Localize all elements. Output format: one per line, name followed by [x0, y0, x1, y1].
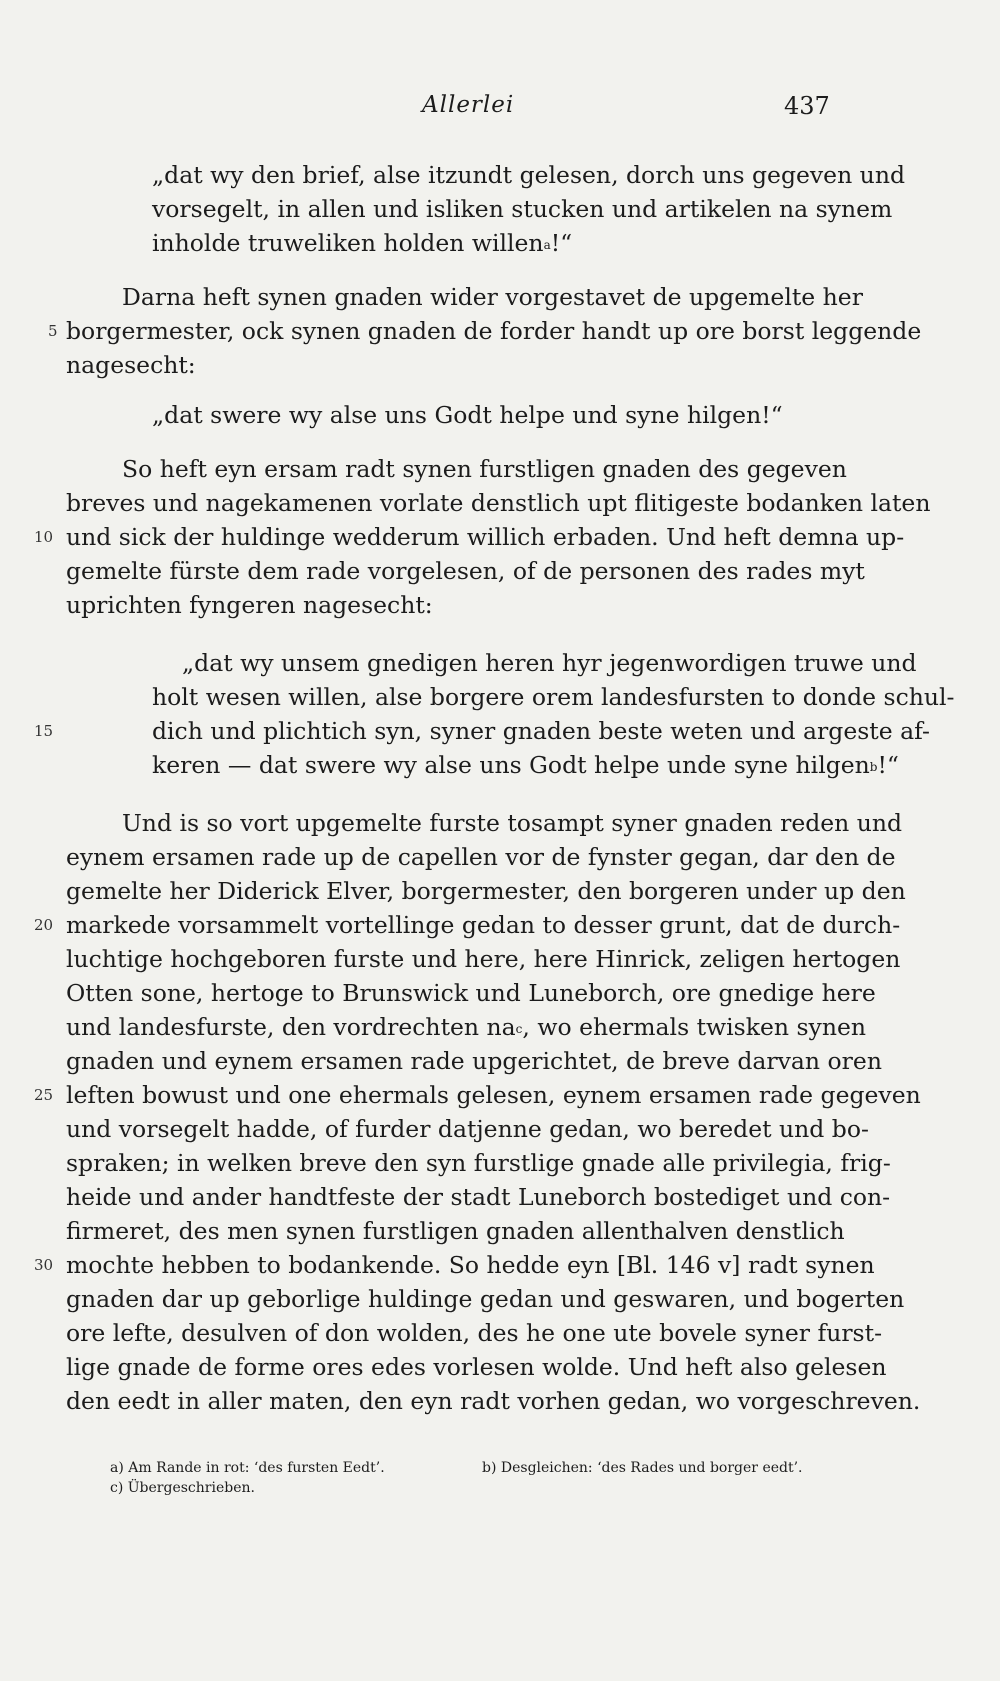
footnote-b: b) Desgleichen: ‘des Rades und borger eedt’.	[482, 1460, 803, 1476]
footnote-marker: b	[869, 760, 878, 774]
text-line: gemelte fürste dem rade vorgelesen, of de personen des rades myt	[66, 557, 865, 585]
text-line: ore lefte, desulven of don wolden, des he one ute bovele syner furst-	[66, 1319, 883, 1347]
line-number: 25	[34, 1086, 54, 1104]
text-line: mochte hebben to bodankende. So hedde eyn [Bl. 146 v] radt synen	[66, 1251, 875, 1279]
text-line: gemelte her Diderick Elver, borgermester, den borgeren under up den	[66, 877, 906, 905]
line-number: 15	[34, 722, 54, 740]
text-line: inholde truweliken holden willen$^a$!“	[152, 229, 573, 257]
text-line: nagesecht:	[66, 351, 196, 379]
text-line: und sick der huldinge wedderum willich erbaden. Und heft demna up-	[66, 523, 905, 551]
text-line: und landesfurste, den vordrechten $na^c$, wo ehermals twisken synen	[66, 1013, 867, 1041]
page-header	[0, 92, 1000, 132]
footnote-marker: a	[543, 238, 551, 252]
line-number: 30	[34, 1256, 54, 1274]
text-line: borgermester, ock synen gnaden de forder handt up ore borst leggende	[66, 317, 922, 345]
text-line: Darna heft synen gnaden wider vorgestavet de upgemelte her	[122, 283, 863, 311]
footnote-marker: c	[515, 1022, 523, 1036]
text-line: heide und ander handtfeste der stadt Luneborch bostediget und con-	[66, 1183, 891, 1211]
text-line: Und is so vort upgemelte furste tosampt syner gnaden reden und	[122, 809, 903, 837]
text-line: lige gnade de forme ores edes vorlesen wolde. Und heft also gelesen	[66, 1353, 887, 1381]
text-line: „dat swere wy alse uns Godt helpe und syne hilgen!“	[152, 401, 783, 429]
footnote-a: a) Am Rande in rot: ‘des fursten Eedt’.	[110, 1460, 385, 1476]
text-line: firmeret, des men synen furstligen gnaden allenthalven denstlich	[66, 1217, 845, 1245]
text-line: „dat wy unsem gnedigen heren hyr jegenwordigen truwe und	[182, 649, 917, 677]
text-line: und vorsegelt hadde, of furder datjenne gedan, wo beredet und bo-	[66, 1115, 869, 1143]
text-line: dich und plichtich syn, syner gnaden beste weten und argeste af-	[152, 717, 930, 745]
footnote-c: c) Übergeschrieben.	[110, 1480, 255, 1496]
text-line: gnaden und eynem ersamen rade upgerichtet, de breve darvan oren	[66, 1047, 882, 1075]
text-line: markede vorsammelt vortellinge gedan to desser grunt, dat de durch-	[66, 911, 901, 939]
page-number: 437	[784, 92, 830, 120]
text-line: gnaden dar up geborlige huldinge gedan und geswaren, und bogerten	[66, 1285, 905, 1313]
line-number: 10	[34, 528, 54, 546]
line-number: 5	[48, 322, 58, 340]
text-line: keren — dat swere wy alse uns Godt helpe unde syne hilgen$^b$!“	[152, 751, 899, 779]
line-number: 20	[34, 916, 54, 934]
text-line: Otten sone, hertoge to Brunswick und Luneborch, ore gnedige here	[66, 979, 876, 1007]
text-line: leften bowust und one ehermals gelesen, eynem ersamen rade gegeven	[66, 1081, 921, 1109]
text-line: So heft eyn ersam radt synen furstligen gnaden des gegeven	[122, 455, 847, 483]
text-line: luchtige hochgeboren furste und here, here Hinrick, zeligen hertogen	[66, 945, 901, 973]
text-line: den eedt in aller maten, den eyn radt vorhen gedan, wo vorgeschreven.	[66, 1387, 921, 1415]
text-line: spraken; in welken breve den syn furstlige gnade alle privilegia, frig-	[66, 1149, 891, 1177]
text-line: „dat wy den brief, alse itzundt gelesen, dorch uns gegeven und	[152, 161, 905, 189]
text-line: holt wesen willen, alse borgere orem landesfursten to donde schul-	[152, 683, 955, 711]
text-line: uprichten fyngeren nagesecht:	[66, 591, 433, 619]
text-line: breves und nagekamenen vorlate denstlich upt flitigeste bodanken laten	[66, 489, 931, 517]
running-title: Allerlei	[422, 92, 515, 118]
text-line: eynem ersamen rade up de capellen vor de fynster gegan, dar den de	[66, 843, 896, 871]
text-line: vorsegelt, in allen und isliken stucken und artikelen na synem	[152, 195, 893, 223]
